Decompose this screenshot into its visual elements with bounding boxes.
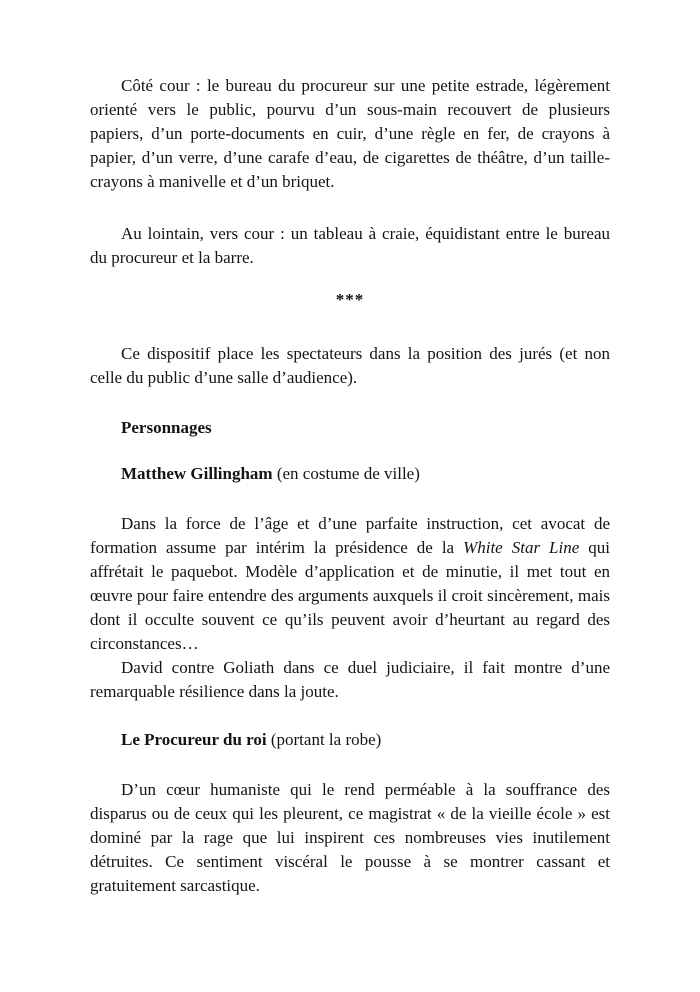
paragraph-au-lointain: Au lointain, vers cour : un tableau à craie, équidistant entre le bureau du procureur et la barre. — [90, 224, 610, 267]
character-costume-gillingham: (en costume de ville) — [272, 464, 420, 483]
gillingham-bio-text-start: Dans la force de l’âge et d’une parfaite instruction, cet avocat de formation assume par intérim la présidence de la — [90, 514, 610, 557]
section-separator: *** — [335, 290, 365, 309]
character-heading-gillingham — [90, 462, 610, 486]
heading-personnages: Personnages — [121, 418, 212, 437]
paragraph-dispositif: Ce dispositif place les spectateurs dans la position des jurés (et non celle du public d’une salle d’audience). — [90, 344, 610, 387]
gillingham-bio-text-end: qui affrétait le paquebot. Modèle d’application et de minutie, il met tout en œuvre pour faire entendre des arguments auxquels il croit sincèrement, mais dont il occulte souvent ce qu’ils peuvent avoir d’heurtant au regard des circonstances… — [90, 538, 610, 653]
character-costume-procureur: (portant la robe) — [266, 730, 382, 749]
paragraph-procureur-bio: D’un cœur humaniste qui le rend perméable à la souffrance des disparus ou de ceux qui les pleurent, ce magistrat « de la vieille école » est dominé par la rage que lui inspirent ces nombreuses vies inutilement détruites. Ce sentiment viscéral le pousse à se montrer cassant et gratuitement sarcastique. — [90, 780, 610, 895]
paragraph-david-goliath: David contre Goliath dans ce duel judiciaire, il fait montre d’une remarquable résilience dans la joute. — [90, 658, 610, 701]
paragraph-cote-cour: Côté cour : le bureau du procureur sur une petite estrade, légèrement orienté vers le public, pourvu d’un sous-main recouvert de plusieurs papiers, d’un porte-documents en cuir, d’une règle en fer, de crayons à papier, d’un verre, d’une carafe d’eau, de cigarettes de théâtre, d’un taille-crayons à manivelle et d’un briquet. — [90, 76, 610, 191]
paragraph-gillingham-bio — [90, 512, 610, 656]
character-name-gillingham: Matthew Gillingham — [121, 464, 273, 483]
ship-line-name: White Star Line — [463, 538, 580, 557]
character-heading-procureur — [90, 728, 610, 752]
character-name-procureur: Le Procureur du roi — [121, 730, 267, 749]
